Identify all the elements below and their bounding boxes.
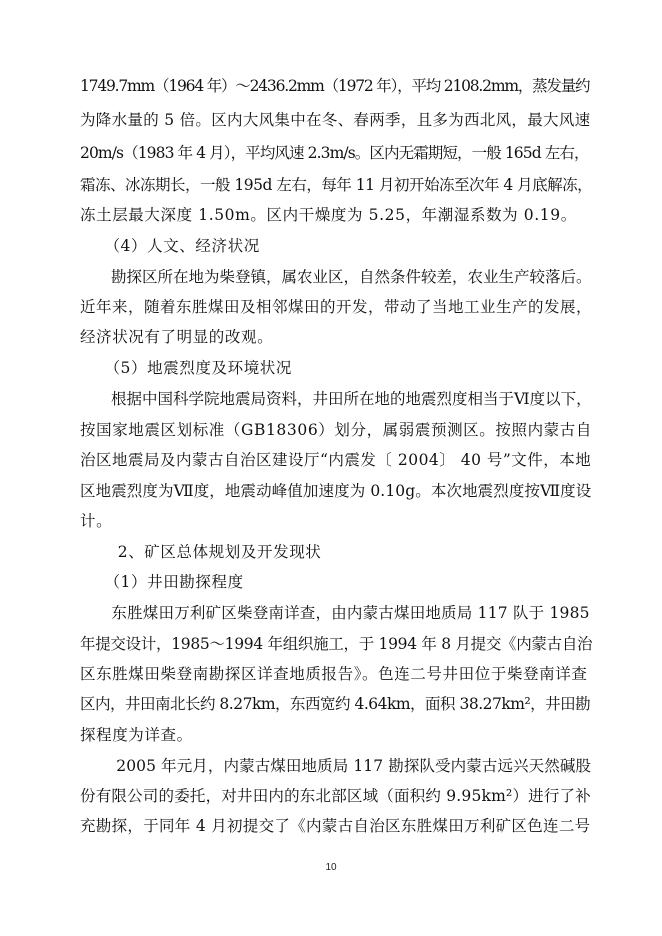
text-line: 经济状况有了明显的改观。 (80, 328, 274, 346)
text-line: 近年来，随着东胜煤田及相邻煤田的开发，带动了当地工业生产的发展， (80, 298, 593, 316)
text-line: 探程度为详查。 (80, 726, 193, 744)
text-line: 份有限公司的委托，对井田内的东北部区域（面积约 9.95km²）进行了补 (80, 787, 591, 805)
text-line: 治区地震局及内蒙古自治区建设厅“内震发〔 2004〕 40 号”文件，本地 (80, 451, 592, 469)
text-line: 计。 (80, 512, 113, 530)
text-line: 20m/s（1983 年 4 月），平均风速 2.3m/s。区内无霜期短，一般 165d 左右， (80, 144, 589, 162)
text-line: 2005 年元月，内蒙古煤田地质局 117 勘探队受内蒙古远兴天然碱股 (80, 757, 592, 775)
text-line: 1749.7mm（1964 年）～2436.2mm（1972 年），平均 2108.2mm，蒸发量约 (80, 77, 590, 95)
text-line: 区地震烈度为Ⅶ度，地震动峰值加速度为 0.10g。本次地震烈度按Ⅶ度设 (80, 482, 592, 500)
section-heading: （4）人文、经济状况 (80, 237, 260, 255)
section-heading: （5）地震烈度及环境状况 (80, 359, 293, 377)
text-line: 勘探区所在地为柴登镇，属农业区，自然条件较差，农业生产较落后。 (80, 268, 592, 286)
text-line: 区内，井田南北长约 8.27km，东西宽约 4.64km，面积 38.27km²，井田勘 (80, 695, 591, 713)
page-number: 10 (325, 862, 337, 873)
text-line: 冻土层最大深度 1.50m。区内干燥度为 5.25，年潮湿系数为 0.19。 (80, 206, 577, 224)
text-line: 年提交设计，1985～1994 年组织施工，于 1994 年 8 月提交《内蒙古自治 (80, 635, 593, 653)
section-heading: （1）井田勘探程度 (80, 573, 244, 591)
section-heading: 2、矿区总体规划及开发现状 (80, 543, 322, 561)
text-line: 根据中国科学院地震局资料，井田所在地的地震烈度相当于Ⅵ度以下， (80, 390, 592, 408)
text-line: 东胜煤田万利矿区柴登南详查，由内蒙古煤田地质局 117 队于 1985 (80, 604, 590, 622)
text-line: 按国家地震区划标准（GB18306）划分，属弱震预测区。按照内蒙古自 (80, 421, 592, 439)
text-line: 充勘探，于同年 4 月初提交了《内蒙古自治区东胜煤田万利矿区色连二号 (80, 817, 591, 835)
text-line: 区东胜煤田柴登南勘探区详查地质报告》。色连二号井田位于柴登南详查 (80, 665, 588, 683)
text-line: 为降水量的 5 倍。区内大风集中在冬、春两季，且多为西北风，最大风速 (80, 111, 591, 129)
text-line: 霜冻、冰冻期长，一般 195d 左右，每年 11 月初开始冻至次年 4 月底解冻， (80, 176, 593, 194)
